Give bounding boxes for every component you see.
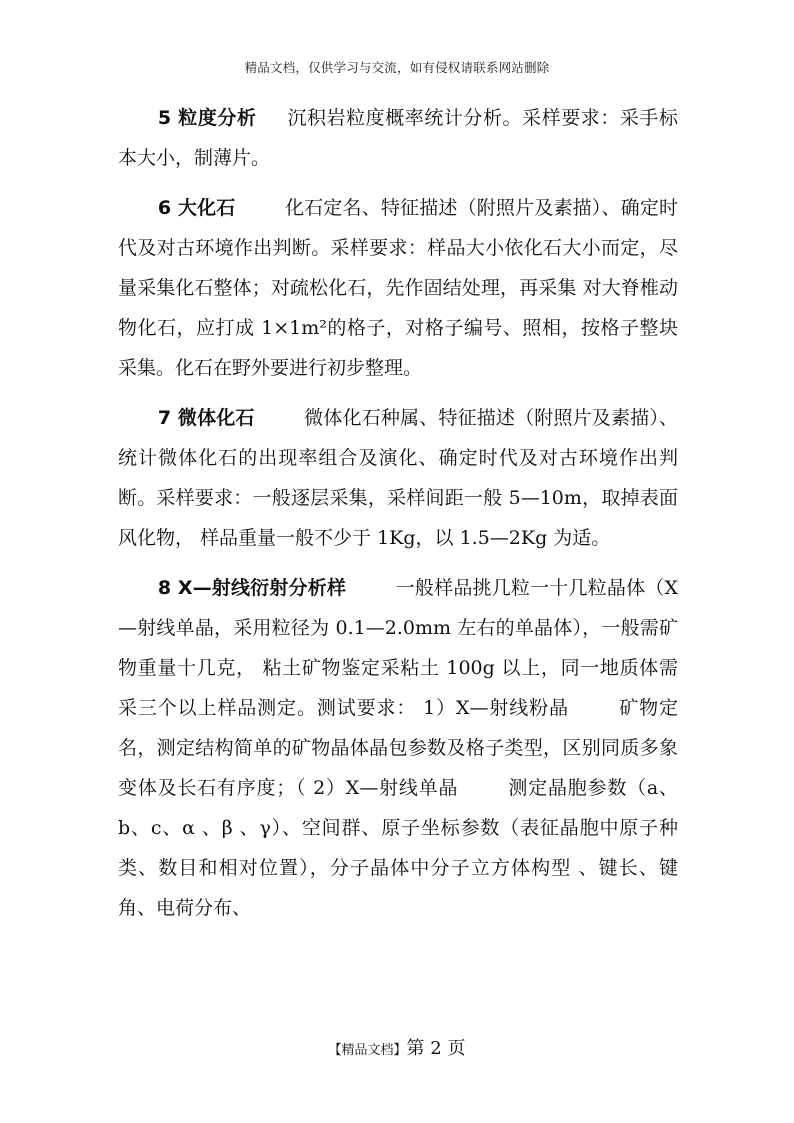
page-footer bbox=[0, 1034, 794, 1060]
section-6-heading: 6 大化石 bbox=[157, 197, 236, 219]
document-body bbox=[118, 98, 678, 928]
section-8-body-c: 测定晶胞参数（a、b、c、α 、β 、γ）、空间群、原子坐标参数（表征晶胞中原子种类、数目和相对位置），分子晶体中分子立方体构型 、键长、键角、电荷分布、 bbox=[118, 777, 679, 919]
page-number: 第 2 页 bbox=[406, 1038, 466, 1059]
footer-tag: 【精品文档】 bbox=[328, 1043, 407, 1058]
section-5-body: 沉积岩粒度概率统计分析。采样要求：采手标本大小，制薄片。 bbox=[118, 107, 678, 169]
section-5 bbox=[118, 98, 678, 178]
section-6 bbox=[118, 188, 678, 388]
section-5-heading: 5 粒度分析 bbox=[157, 107, 257, 129]
section-8 bbox=[118, 568, 678, 928]
section-8-body-b: 矿物定名，测定结构简单的矿物晶体晶包参数及格子类型，区别同质多象变体及长石有序度；（ 2）X—射线单晶 bbox=[118, 697, 678, 799]
section-7-heading: 7 微体化石 bbox=[157, 407, 255, 429]
page-header: 精品文档，仅供学习与交流，如有侵权请联系网站删除 bbox=[244, 60, 550, 75]
section-8-heading: 8 X—射线衍射分析样 bbox=[157, 577, 347, 599]
section-6-body: 化石定名、特征描述（附照片及素描）、确定时代及对古环境作出判断。采样要求：样品大小依化石大小而定，尽量采集化石整体；对疏松化石，先作固结处理，再采集 对大脊椎动物化石，应打成 1×1m²的格子，对格子编号、照相，按格子整块采集。化石在野外要进行初步整理。 bbox=[118, 197, 678, 379]
section-8-body-a: 一般样品挑几粒一十几粒晶体（X—射线单晶，采用粒径为 0.1—2.0mm 左右的单晶体），一般需矿物重量十几克， 粘土矿物鉴定采粘土 100g 以上，同一地质体需采三个以上样品测定。测试要求： 1）X—射线粉晶 bbox=[118, 577, 678, 719]
section-7-body: 微体化石种属、特征描述（附照片及素描）、统计微体化石的出现率组合及演化、确定时代及对古环境作出判断。采样要求：一般逐层采集，采样间距一般 5—10m，取掉表面风化物， 样品重量一般不少于 1Kg，以 1.5—2Kg 为适。 bbox=[118, 407, 678, 549]
section-7 bbox=[118, 398, 678, 558]
